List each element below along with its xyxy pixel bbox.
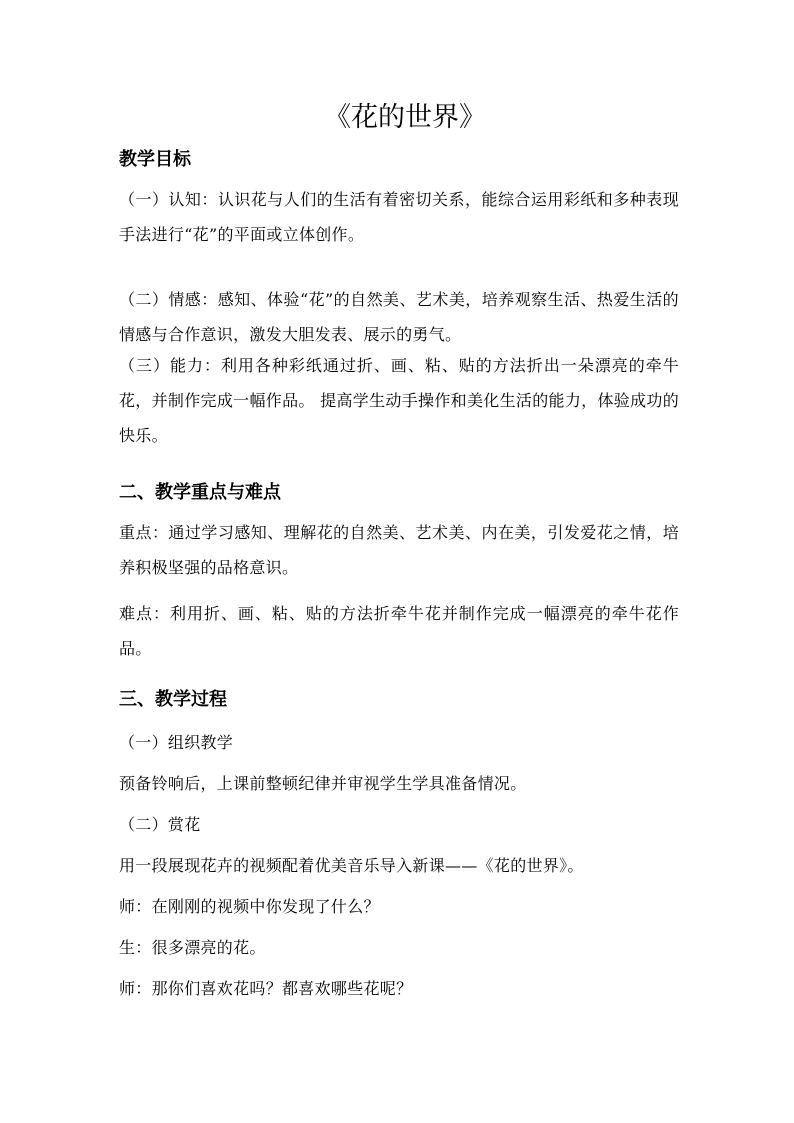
process-text-video: 用一段展现花卉的视频配着优美音乐导入新课——《花的世界》。 <box>119 856 584 875</box>
process-text-prepare: 预备铃响后，上课前整顿纪律并审视学生学具准备情况。 <box>119 774 527 793</box>
key-point-focus: 重点：通过学习感知、理解花的自然美、艺术美、内在美，引发爱花之情，培养积极坚强的品格意识。 <box>119 523 679 577</box>
section-heading-process: 三、教学过程 <box>119 689 227 710</box>
process-dialogue-student-1: 生：很多漂亮的花。 <box>119 938 266 957</box>
key-point-difficulty: 难点：利用折、画、粘、贴的方法折牵牛花并制作完成一幅漂亮的牵牛花作品。 <box>119 604 679 658</box>
process-step-organize: （一）组织教学 <box>119 733 234 752</box>
process-dialogue-teacher-1: 师：在刚刚的视频中你发现了什么？ <box>119 897 380 916</box>
process-dialogue-teacher-2: 师：那你们喜欢花吗？都喜欢哪些花呢？ <box>119 979 413 998</box>
process-step-appreciate: （二）赏花 <box>119 815 201 834</box>
document-page <box>119 96 679 998</box>
goal-emotion: （二）情感：感知、体验“花”的自然美、艺术美，培养观察生活、热爱生活的情感与合作意识，激发大胆发表、展示的勇气。 <box>119 290 679 344</box>
goal-cognition: （一）认知：认识花与人们的生活有着密切关系，能综合运用彩纸和多种表现手法进行“花”的平面或立体创作。 <box>119 190 679 244</box>
section-heading-goals: 教学目标 <box>119 149 191 170</box>
section-heading-key-points: 二、教学重点与难点 <box>119 482 281 503</box>
goal-ability: （三）能力：利用各种彩纸通过折、画、粘、贴的方法折出一朵漂亮的牵牛花，并制作完成一幅作品。 提高学生动手操作和美化生活的能力，体验成功的快乐。 <box>119 356 679 445</box>
document-title: 《花的世界》 <box>324 102 486 133</box>
